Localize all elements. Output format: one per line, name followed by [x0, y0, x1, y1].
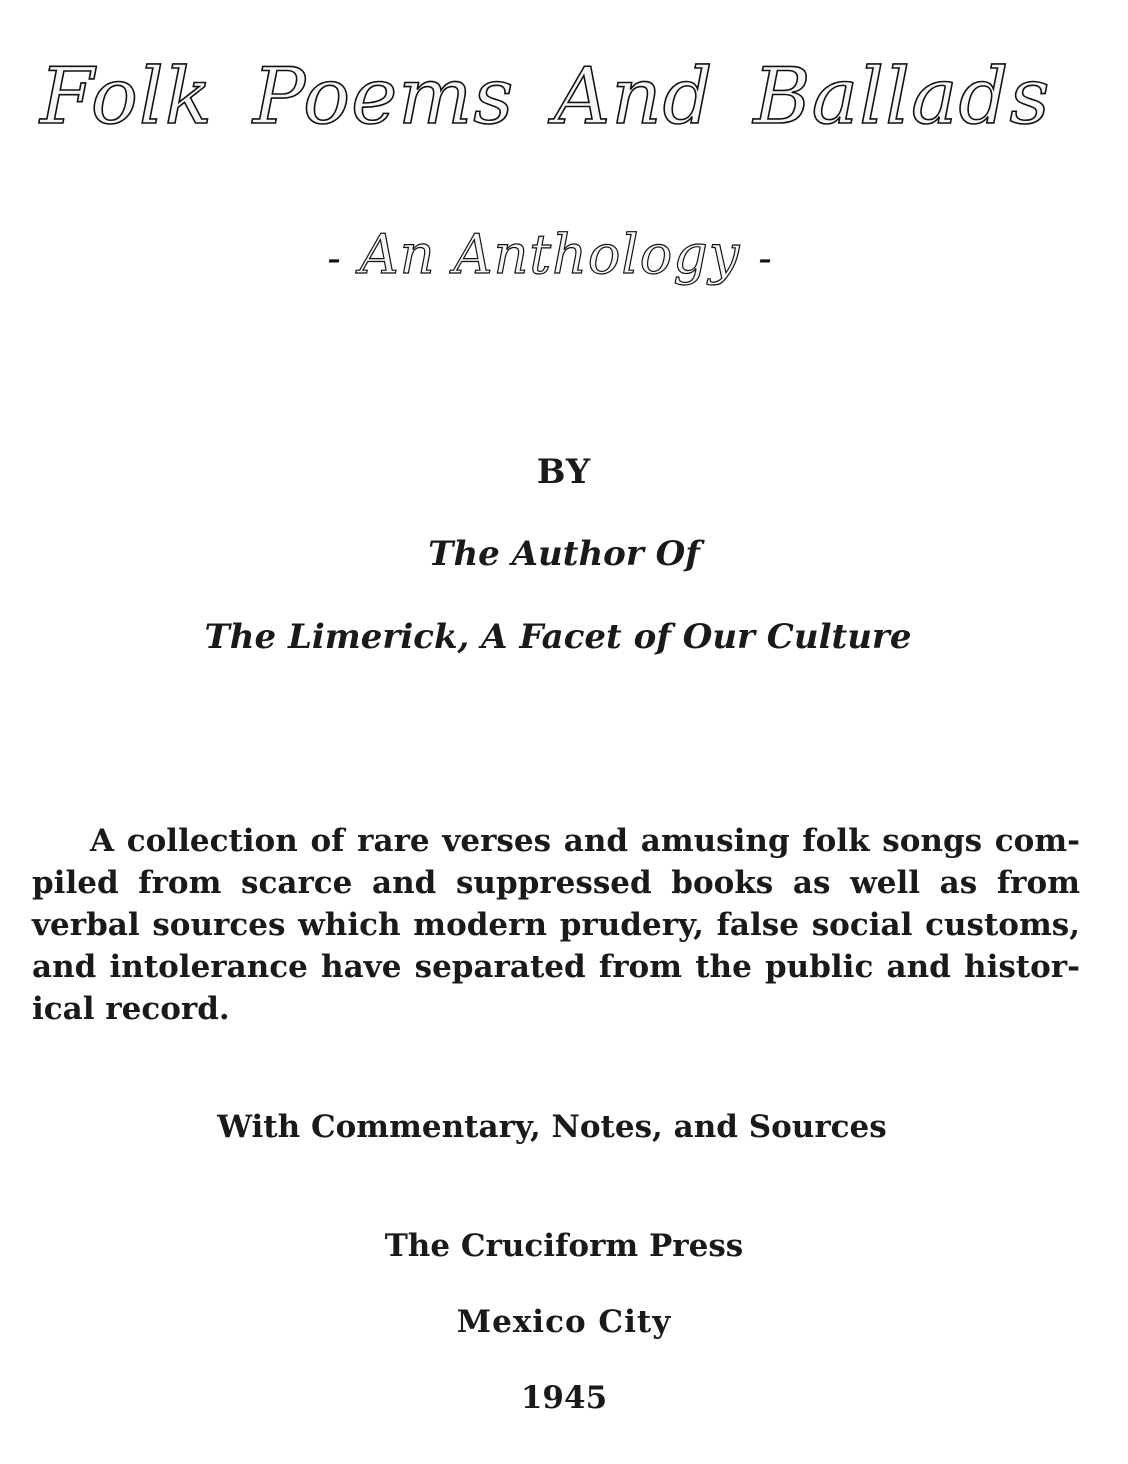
- description-line: and intolerance have separated from the public and histor-: [32, 949, 1080, 985]
- by-label: BY: [536, 452, 592, 492]
- publication-year: 1945: [520, 1380, 608, 1416]
- description-paragraph: [32, 820, 1080, 1030]
- previous-work-title: The Limerick, A Facet of Our Culture: [204, 617, 912, 657]
- book-title-text: Folk Poems And Ballads: [40, 52, 1051, 142]
- subtitle-right-dash: -: [758, 236, 773, 282]
- author-of-label: The Author Of: [428, 534, 700, 574]
- description-line: A collection of rare verses and amusing folk songs com-: [90, 823, 1080, 859]
- description-line: ical record.: [32, 991, 230, 1027]
- book-subtitle-text: An Anthology: [359, 223, 741, 286]
- subtitle-left-dash: -: [327, 236, 342, 282]
- publisher-city: Mexico City: [456, 1304, 672, 1340]
- commentary-note: With Commentary, Notes, and Sources: [217, 1109, 887, 1145]
- description-line: verbal sources which modern prudery, false social customs,: [32, 907, 1080, 943]
- description-line: piled from scarce and suppressed books as well as from: [32, 865, 1080, 901]
- book-subtitle: [0, 220, 1100, 294]
- publisher-name: The Cruciform Press: [384, 1228, 744, 1264]
- book-title: [40, 42, 1050, 152]
